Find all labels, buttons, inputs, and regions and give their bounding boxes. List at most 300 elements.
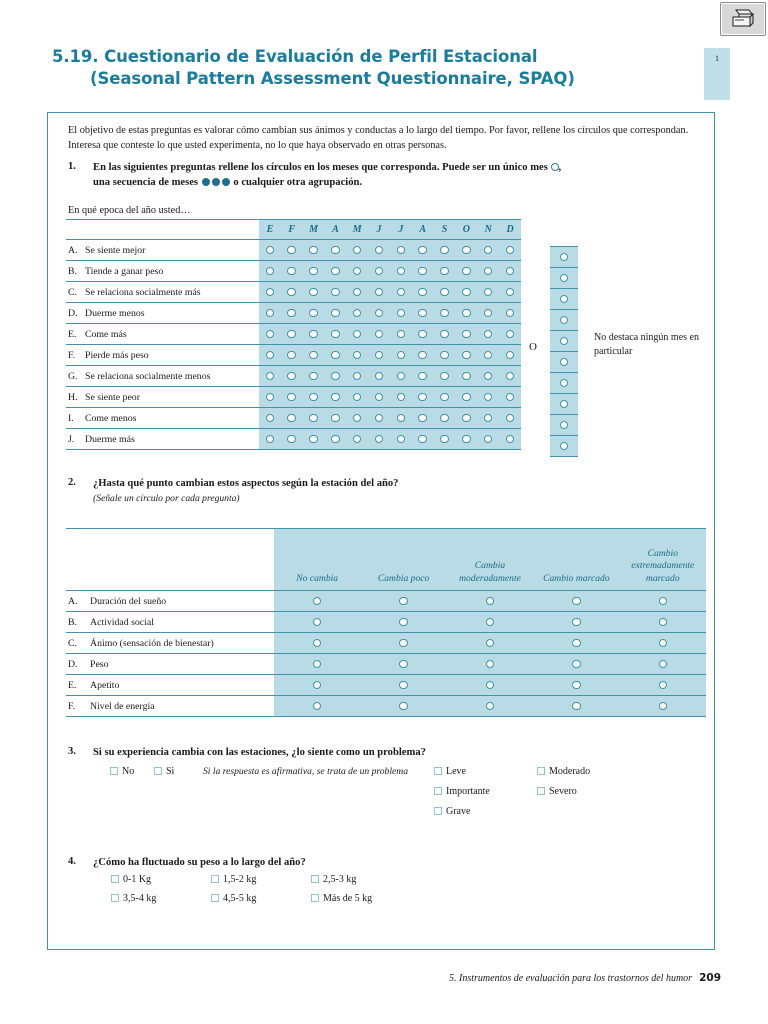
open-circle-icon[interactable] (560, 358, 569, 367)
scale-radio-4-4[interactable] (620, 675, 706, 696)
month-radio-4-7[interactable] (412, 324, 434, 345)
month-radio-3-3[interactable] (324, 303, 346, 324)
month-radio-2-4[interactable] (346, 282, 368, 303)
month-radio-6-7[interactable] (412, 366, 434, 387)
open-circle-icon[interactable] (266, 267, 275, 276)
open-circle-icon[interactable] (484, 393, 493, 402)
open-circle-icon[interactable] (440, 267, 449, 276)
open-circle-icon[interactable] (560, 400, 569, 409)
open-circle-icon[interactable] (375, 246, 384, 255)
open-circle-icon[interactable] (313, 681, 322, 690)
month-radio-4-2[interactable] (303, 324, 325, 345)
open-circle-icon[interactable] (331, 246, 340, 255)
scale-radio-2-2[interactable] (447, 633, 533, 654)
open-circle-icon[interactable] (266, 246, 275, 255)
open-circle-icon[interactable] (353, 330, 362, 339)
month-radio-6-4[interactable] (346, 366, 368, 387)
month-radio-2-9[interactable] (455, 282, 477, 303)
checkbox-severity-3[interactable] (537, 786, 577, 797)
month-radio-2-2[interactable] (303, 282, 325, 303)
month-radio-7-4[interactable] (346, 387, 368, 408)
open-circle-icon[interactable] (397, 372, 406, 381)
month-radio-5-11[interactable] (499, 345, 521, 366)
open-circle-icon[interactable] (331, 435, 340, 444)
open-circle-icon[interactable] (462, 246, 471, 255)
page-number-tab[interactable] (704, 48, 730, 100)
month-radio-7-5[interactable] (368, 387, 390, 408)
month-radio-3-6[interactable] (390, 303, 412, 324)
month-radio-6-3[interactable] (324, 366, 346, 387)
no-month-radio-9[interactable] (550, 436, 578, 457)
checkbox-weight-0[interactable] (111, 874, 151, 885)
open-circle-icon[interactable] (440, 330, 449, 339)
month-radio-6-5[interactable] (368, 366, 390, 387)
month-radio-9-7[interactable] (412, 429, 434, 450)
open-circle-icon[interactable] (287, 288, 296, 297)
open-circle-icon[interactable] (572, 618, 581, 627)
open-circle-icon[interactable] (560, 379, 569, 388)
open-circle-icon[interactable] (572, 702, 581, 711)
open-circle-icon[interactable] (375, 330, 384, 339)
month-radio-5-10[interactable] (477, 345, 499, 366)
month-radio-0-6[interactable] (390, 240, 412, 261)
month-radio-5-2[interactable] (303, 345, 325, 366)
open-circle-icon[interactable] (506, 309, 515, 318)
checkbox-icon[interactable] (211, 894, 219, 902)
month-radio-5-0[interactable] (259, 345, 281, 366)
month-radio-5-3[interactable] (324, 345, 346, 366)
open-circle-icon[interactable] (375, 435, 384, 444)
month-radio-0-11[interactable] (499, 240, 521, 261)
month-radio-8-7[interactable] (412, 408, 434, 429)
open-circle-icon[interactable] (397, 351, 406, 360)
open-circle-icon[interactable] (486, 597, 495, 606)
open-circle-icon[interactable] (506, 246, 515, 255)
open-circle-icon[interactable] (484, 372, 493, 381)
month-radio-0-1[interactable] (281, 240, 303, 261)
scale-radio-3-4[interactable] (620, 654, 706, 675)
no-month-radio-6[interactable] (550, 373, 578, 394)
month-radio-2-10[interactable] (477, 282, 499, 303)
month-radio-1-8[interactable] (434, 261, 456, 282)
month-radio-7-1[interactable] (281, 387, 303, 408)
no-month-radio-8[interactable] (550, 415, 578, 436)
checkbox-icon[interactable] (434, 767, 442, 775)
month-radio-8-2[interactable] (303, 408, 325, 429)
month-radio-6-0[interactable] (259, 366, 281, 387)
open-circle-icon[interactable] (418, 414, 427, 423)
open-circle-icon[interactable] (353, 246, 362, 255)
open-circle-icon[interactable] (375, 414, 384, 423)
no-month-radio-4[interactable] (550, 331, 578, 352)
month-radio-3-1[interactable] (281, 303, 303, 324)
month-radio-7-2[interactable] (303, 387, 325, 408)
month-radio-0-7[interactable] (412, 240, 434, 261)
open-circle-icon[interactable] (418, 267, 427, 276)
month-radio-9-5[interactable] (368, 429, 390, 450)
month-radio-9-0[interactable] (259, 429, 281, 450)
month-radio-8-3[interactable] (324, 408, 346, 429)
month-radio-2-3[interactable] (324, 282, 346, 303)
month-radio-2-11[interactable] (499, 282, 521, 303)
scale-radio-3-2[interactable] (447, 654, 533, 675)
month-radio-7-10[interactable] (477, 387, 499, 408)
open-circle-icon[interactable] (418, 309, 427, 318)
open-circle-icon[interactable] (287, 351, 296, 360)
open-circle-icon[interactable] (309, 309, 318, 318)
month-radio-6-9[interactable] (455, 366, 477, 387)
open-circle-icon[interactable] (506, 330, 515, 339)
open-circle-icon[interactable] (266, 414, 275, 423)
open-circle-icon[interactable] (313, 660, 322, 669)
open-circle-icon[interactable] (287, 372, 296, 381)
open-circle-icon[interactable] (462, 435, 471, 444)
no-month-radio-3[interactable] (550, 310, 578, 331)
open-circle-icon[interactable] (560, 295, 569, 304)
month-radio-7-3[interactable] (324, 387, 346, 408)
scale-radio-2-4[interactable] (620, 633, 706, 654)
open-circle-icon[interactable] (484, 246, 493, 255)
open-circle-icon[interactable] (375, 351, 384, 360)
scale-radio-2-3[interactable] (533, 633, 619, 654)
open-circle-icon[interactable] (659, 681, 668, 690)
month-radio-5-7[interactable] (412, 345, 434, 366)
month-radio-1-11[interactable] (499, 261, 521, 282)
open-circle-icon[interactable] (418, 393, 427, 402)
open-circle-icon[interactable] (313, 597, 322, 606)
checkbox-option-si[interactable] (154, 766, 174, 777)
month-radio-3-10[interactable] (477, 303, 499, 324)
month-radio-1-5[interactable] (368, 261, 390, 282)
checkbox-severity-1[interactable] (537, 766, 590, 777)
month-radio-5-4[interactable] (346, 345, 368, 366)
month-radio-4-8[interactable] (434, 324, 456, 345)
open-circle-icon[interactable] (397, 435, 406, 444)
scale-radio-5-3[interactable] (533, 696, 619, 717)
month-radio-0-4[interactable] (346, 240, 368, 261)
open-circle-icon[interactable] (375, 372, 384, 381)
open-circle-icon[interactable] (399, 702, 408, 711)
open-circle-icon[interactable] (353, 351, 362, 360)
open-circle-icon[interactable] (353, 309, 362, 318)
scale-radio-5-0[interactable] (274, 696, 360, 717)
month-radio-5-9[interactable] (455, 345, 477, 366)
scale-radio-4-2[interactable] (447, 675, 533, 696)
open-circle-icon[interactable] (486, 639, 495, 648)
open-circle-icon[interactable] (399, 660, 408, 669)
open-circle-icon[interactable] (375, 309, 384, 318)
month-radio-7-9[interactable] (455, 387, 477, 408)
open-circle-icon[interactable] (353, 267, 362, 276)
checkbox-icon[interactable] (537, 767, 545, 775)
month-radio-1-1[interactable] (281, 261, 303, 282)
month-radio-6-1[interactable] (281, 366, 303, 387)
month-radio-5-1[interactable] (281, 345, 303, 366)
open-circle-icon[interactable] (560, 421, 569, 430)
month-radio-4-4[interactable] (346, 324, 368, 345)
open-circle-icon[interactable] (484, 351, 493, 360)
month-radio-1-3[interactable] (324, 261, 346, 282)
open-circle-icon[interactable] (560, 253, 569, 262)
open-circle-icon[interactable] (506, 393, 515, 402)
print-button[interactable] (720, 2, 766, 36)
open-circle-icon[interactable] (484, 414, 493, 423)
open-circle-icon[interactable] (440, 414, 449, 423)
month-radio-2-5[interactable] (368, 282, 390, 303)
month-radio-9-9[interactable] (455, 429, 477, 450)
scale-radio-5-4[interactable] (620, 696, 706, 717)
open-circle-icon[interactable] (418, 330, 427, 339)
open-circle-icon[interactable] (418, 288, 427, 297)
open-circle-icon[interactable] (331, 414, 340, 423)
scale-radio-4-3[interactable] (533, 675, 619, 696)
open-circle-icon[interactable] (418, 246, 427, 255)
month-radio-4-1[interactable] (281, 324, 303, 345)
no-month-radio-1[interactable] (550, 268, 578, 289)
open-circle-icon[interactable] (287, 309, 296, 318)
month-radio-9-2[interactable] (303, 429, 325, 450)
month-radio-3-9[interactable] (455, 303, 477, 324)
checkbox-icon[interactable] (154, 767, 162, 775)
open-circle-icon[interactable] (397, 288, 406, 297)
month-radio-9-10[interactable] (477, 429, 499, 450)
open-circle-icon[interactable] (287, 393, 296, 402)
checkbox-icon[interactable] (311, 875, 319, 883)
scale-radio-1-3[interactable] (533, 612, 619, 633)
open-circle-icon[interactable] (440, 372, 449, 381)
checkbox-icon[interactable] (110, 767, 118, 775)
open-circle-icon[interactable] (287, 414, 296, 423)
open-circle-icon[interactable] (331, 330, 340, 339)
scale-radio-5-2[interactable] (447, 696, 533, 717)
open-circle-icon[interactable] (399, 639, 408, 648)
scale-radio-3-0[interactable] (274, 654, 360, 675)
open-circle-icon[interactable] (331, 393, 340, 402)
open-circle-icon[interactable] (440, 309, 449, 318)
month-radio-3-7[interactable] (412, 303, 434, 324)
open-circle-icon[interactable] (397, 267, 406, 276)
month-radio-1-7[interactable] (412, 261, 434, 282)
checkbox-icon[interactable] (537, 787, 545, 795)
open-circle-icon[interactable] (440, 246, 449, 255)
scale-radio-3-3[interactable] (533, 654, 619, 675)
open-circle-icon[interactable] (309, 351, 318, 360)
open-circle-icon[interactable] (287, 435, 296, 444)
month-radio-8-9[interactable] (455, 408, 477, 429)
month-radio-2-1[interactable] (281, 282, 303, 303)
open-circle-icon[interactable] (486, 660, 495, 669)
open-circle-icon[interactable] (309, 246, 318, 255)
no-month-radio-2[interactable] (550, 289, 578, 310)
checkbox-weight-1[interactable] (211, 874, 256, 885)
scale-radio-0-4[interactable] (620, 591, 706, 612)
open-circle-icon[interactable] (560, 316, 569, 325)
month-radio-8-8[interactable] (434, 408, 456, 429)
month-radio-7-8[interactable] (434, 387, 456, 408)
scale-radio-1-4[interactable] (620, 612, 706, 633)
open-circle-icon[interactable] (309, 267, 318, 276)
month-radio-8-11[interactable] (499, 408, 521, 429)
month-radio-1-0[interactable] (259, 261, 281, 282)
month-radio-3-11[interactable] (499, 303, 521, 324)
month-radio-5-5[interactable] (368, 345, 390, 366)
open-circle-icon[interactable] (331, 351, 340, 360)
open-circle-icon[interactable] (309, 393, 318, 402)
open-circle-icon[interactable] (659, 597, 668, 606)
open-circle-icon[interactable] (287, 330, 296, 339)
checkbox-severity-2[interactable] (434, 786, 490, 797)
month-radio-2-6[interactable] (390, 282, 412, 303)
open-circle-icon[interactable] (397, 309, 406, 318)
month-radio-1-10[interactable] (477, 261, 499, 282)
month-radio-8-1[interactable] (281, 408, 303, 429)
open-circle-icon[interactable] (397, 393, 406, 402)
month-radio-0-10[interactable] (477, 240, 499, 261)
open-circle-icon[interactable] (506, 372, 515, 381)
scale-radio-1-0[interactable] (274, 612, 360, 633)
month-radio-4-5[interactable] (368, 324, 390, 345)
open-circle-icon[interactable] (506, 288, 515, 297)
open-circle-icon[interactable] (399, 597, 408, 606)
open-circle-icon[interactable] (399, 618, 408, 627)
no-month-radio-5[interactable] (550, 352, 578, 373)
open-circle-icon[interactable] (266, 393, 275, 402)
month-radio-2-8[interactable] (434, 282, 456, 303)
open-circle-icon[interactable] (309, 435, 318, 444)
month-radio-6-6[interactable] (390, 366, 412, 387)
open-circle-icon[interactable] (331, 309, 340, 318)
month-radio-1-2[interactable] (303, 261, 325, 282)
open-circle-icon[interactable] (506, 435, 515, 444)
open-circle-icon[interactable] (313, 618, 322, 627)
open-circle-icon[interactable] (440, 288, 449, 297)
no-month-radio-7[interactable] (550, 394, 578, 415)
month-radio-1-4[interactable] (346, 261, 368, 282)
scale-radio-4-0[interactable] (274, 675, 360, 696)
scale-radio-1-1[interactable] (360, 612, 446, 633)
open-circle-icon[interactable] (353, 435, 362, 444)
month-radio-0-8[interactable] (434, 240, 456, 261)
open-circle-icon[interactable] (331, 288, 340, 297)
open-circle-icon[interactable] (399, 681, 408, 690)
open-circle-icon[interactable] (266, 351, 275, 360)
checkbox-icon[interactable] (111, 875, 119, 883)
open-circle-icon[interactable] (506, 351, 515, 360)
month-radio-3-0[interactable] (259, 303, 281, 324)
checkbox-icon[interactable] (434, 807, 442, 815)
open-circle-icon[interactable] (486, 702, 495, 711)
open-circle-icon[interactable] (440, 393, 449, 402)
open-circle-icon[interactable] (572, 639, 581, 648)
open-circle-icon[interactable] (572, 681, 581, 690)
open-circle-icon[interactable] (313, 639, 322, 648)
open-circle-icon[interactable] (486, 618, 495, 627)
open-circle-icon[interactable] (418, 372, 427, 381)
open-circle-icon[interactable] (375, 393, 384, 402)
open-circle-icon[interactable] (462, 414, 471, 423)
open-circle-icon[interactable] (266, 288, 275, 297)
month-radio-0-5[interactable] (368, 240, 390, 261)
open-circle-icon[interactable] (506, 414, 515, 423)
open-circle-icon[interactable] (287, 246, 296, 255)
open-circle-icon[interactable] (266, 435, 275, 444)
month-radio-3-2[interactable] (303, 303, 325, 324)
checkbox-icon[interactable] (211, 875, 219, 883)
open-circle-icon[interactable] (659, 639, 668, 648)
month-radio-3-4[interactable] (346, 303, 368, 324)
month-radio-5-6[interactable] (390, 345, 412, 366)
month-radio-7-7[interactable] (412, 387, 434, 408)
month-radio-1-9[interactable] (455, 261, 477, 282)
month-radio-2-0[interactable] (259, 282, 281, 303)
open-circle-icon[interactable] (440, 351, 449, 360)
open-circle-icon[interactable] (484, 288, 493, 297)
checkbox-weight-4[interactable] (211, 893, 256, 904)
open-circle-icon[interactable] (560, 337, 569, 346)
month-radio-6-10[interactable] (477, 366, 499, 387)
open-circle-icon[interactable] (375, 267, 384, 276)
checkbox-severity-4[interactable] (434, 806, 470, 817)
month-radio-7-11[interactable] (499, 387, 521, 408)
scale-radio-3-1[interactable] (360, 654, 446, 675)
checkbox-weight-2[interactable] (311, 874, 356, 885)
open-circle-icon[interactable] (375, 288, 384, 297)
month-radio-8-0[interactable] (259, 408, 281, 429)
checkbox-weight-3[interactable] (111, 893, 156, 904)
checkbox-weight-5[interactable] (311, 893, 372, 904)
open-circle-icon[interactable] (462, 267, 471, 276)
open-circle-icon[interactable] (331, 372, 340, 381)
open-circle-icon[interactable] (287, 267, 296, 276)
checkbox-option-no[interactable] (110, 766, 134, 777)
open-circle-icon[interactable] (462, 309, 471, 318)
month-radio-0-9[interactable] (455, 240, 477, 261)
scale-radio-0-2[interactable] (447, 591, 533, 612)
open-circle-icon[interactable] (462, 393, 471, 402)
open-circle-icon[interactable] (462, 351, 471, 360)
month-radio-7-6[interactable] (390, 387, 412, 408)
open-circle-icon[interactable] (462, 330, 471, 339)
month-radio-3-5[interactable] (368, 303, 390, 324)
open-circle-icon[interactable] (266, 372, 275, 381)
open-circle-icon[interactable] (309, 330, 318, 339)
month-radio-2-7[interactable] (412, 282, 434, 303)
open-circle-icon[interactable] (560, 442, 569, 451)
no-month-radio-0[interactable] (550, 247, 578, 268)
open-circle-icon[interactable] (440, 435, 449, 444)
open-circle-icon[interactable] (486, 681, 495, 690)
month-radio-0-3[interactable] (324, 240, 346, 261)
open-circle-icon[interactable] (659, 660, 668, 669)
open-circle-icon[interactable] (462, 288, 471, 297)
open-circle-icon[interactable] (353, 393, 362, 402)
open-circle-icon[interactable] (353, 414, 362, 423)
open-circle-icon[interactable] (266, 309, 275, 318)
open-circle-icon[interactable] (353, 288, 362, 297)
scale-radio-2-1[interactable] (360, 633, 446, 654)
month-radio-8-6[interactable] (390, 408, 412, 429)
month-radio-4-10[interactable] (477, 324, 499, 345)
open-circle-icon[interactable] (397, 330, 406, 339)
open-circle-icon[interactable] (397, 246, 406, 255)
month-radio-9-11[interactable] (499, 429, 521, 450)
open-circle-icon[interactable] (418, 435, 427, 444)
month-radio-7-0[interactable] (259, 387, 281, 408)
open-circle-icon[interactable] (484, 330, 493, 339)
scale-radio-0-1[interactable] (360, 591, 446, 612)
month-radio-8-5[interactable] (368, 408, 390, 429)
scale-radio-1-2[interactable] (447, 612, 533, 633)
